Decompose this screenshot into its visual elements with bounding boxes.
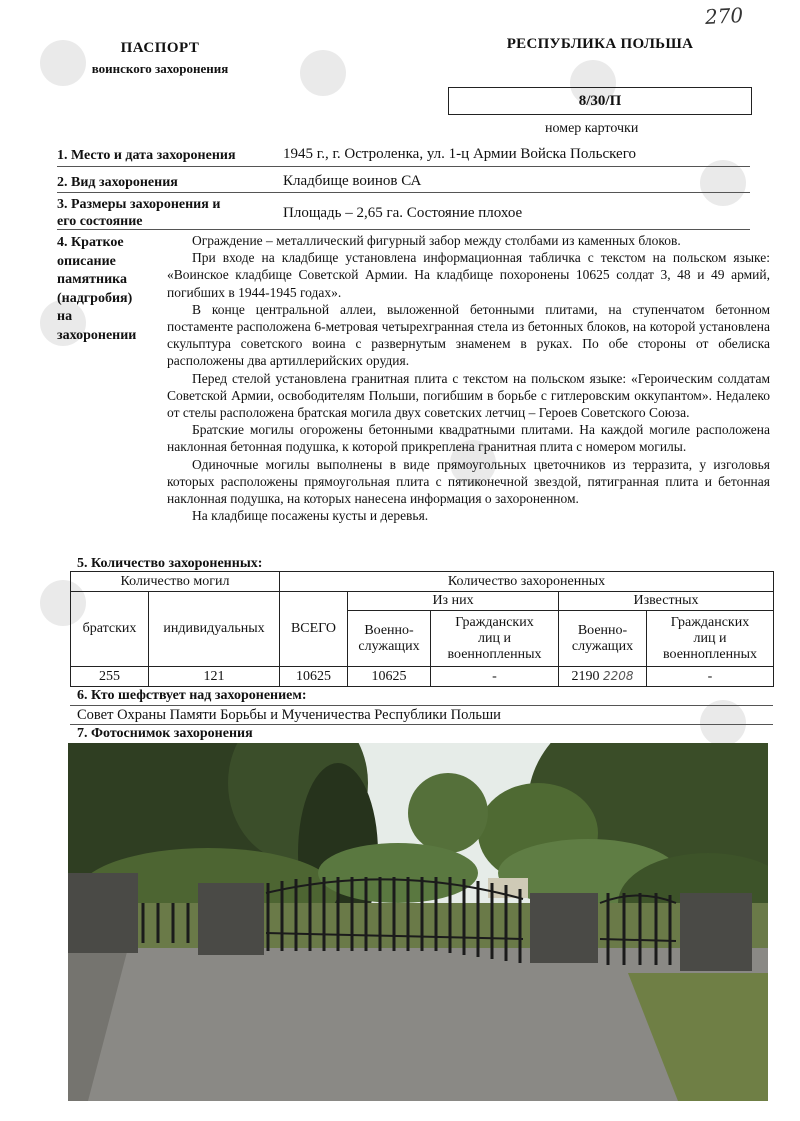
col-civil-line: Гражданских [670,614,750,630]
divider [70,724,773,725]
place-date-value: 1945 г., г. Остроленка, ул. 1-ц Армии Войска Польскего [283,146,636,162]
stone-pillar [198,883,264,955]
description-label-line: (надгробия) [57,290,133,306]
col-military: Военно-служащих [348,611,431,667]
cell-civil: - [431,667,559,687]
patron-organization: Совет Охраны Памяти Борьбы и Мученичества Республики Польши [77,707,501,723]
of-them-header: Из них [348,592,559,611]
col-individual: индивидуальных [149,592,280,667]
section5-title: 5. Количество захороненных: [77,556,263,571]
col-total: ВСЕГО [280,592,348,667]
known-military-handwritten: 2208 [602,669,634,683]
watermark-stamp [300,50,346,96]
document-subtitle: воинского захоронения [91,61,229,76]
divider [57,166,750,167]
size-state-label-line2: его состояние [57,214,143,229]
country-title: РЕСПУБЛИКА ПОЛЬША [506,36,694,52]
place-date-label: 1. Место и дата захоронения [57,148,236,163]
stone-pillar [680,893,752,971]
document-title: ПАСПОРТ [120,40,200,56]
size-state-label-line1: 3. Размеры захоронения и [57,197,221,212]
watermark-stamp [700,700,746,746]
cemetery-photo-image [68,743,768,1101]
description-label [57,234,136,345]
cemetery-photo [68,743,768,1101]
cell-total: 10625 [280,667,348,687]
section7-title: 7. Фотоснимок захоронения [77,726,253,741]
card-number-box: 8/30/П [448,87,752,115]
description-label-line: памятника [57,272,128,287]
passport-header [60,40,260,77]
col-civil-line: лиц и [693,630,727,646]
description-paragraph: При входе на кладбище установлена информационная табличка с текстом на польском языке: «Воинское кладбище Советской Армии. На кладбище похоронены 10625 солдат 3, 48 и 49 армий, погибших в 1944-1945 годах». [167,250,770,300]
graves-header: Количество могил [71,572,280,592]
description-label-line: на [57,309,73,324]
cell-individual: 121 [149,667,280,687]
description-paragraph: Одиночные могилы выполнены в виде прямоугольных цветочников из терразита, у изголовья которых расположены прямоугольная плита с пятиконечной звездой, пятигранная плита и бетонная наклонная подушка, на которых нанесена информация о захороненном. [167,456,770,507]
cell-military: 10625 [348,667,431,687]
description-paragraph: На кладбище посажены кусты и деревья. [192,508,429,524]
divider [70,705,773,706]
cell-known-civil: - [647,667,774,687]
stone-pillar [68,873,138,953]
burials-table [70,571,774,687]
card-number-label: номер карточки [545,121,639,136]
handwritten-page-number: 270 [704,3,744,29]
description-text [167,232,770,524]
description-paragraph: Ограждение – металлический фигурный забор между столбами из каменных блоков. [192,233,681,248]
known-military-typed: 2190 [571,669,600,684]
col-civil-line: Гражданских [455,614,534,630]
known-header: Известных [559,592,774,611]
cell-mass: 255 [71,667,149,687]
divider [57,229,750,230]
col-civil-line: военнопленных [447,646,542,662]
burial-type-label: 2. Вид захоронения [57,175,178,190]
description-paragraph: В конце центральной аллеи, выложенной бетонными плитами, на ступенчатом бетонном постаменте расположена 6-метровая четырехгранная стела из бетонных блоков, на которой установлена скульптура советского воина с развернутым знаменем в руках. По обе стороны от обелиска расположены два артиллерийских орудия. [167,301,770,369]
size-state-value: Площадь – 2,65 га. Состояние плохое [283,205,523,221]
description-paragraph: Братские могилы огорожены бетонными квадратными плитами. На каждой могиле расположена наклонная бетонная подушка, к которой прикреплена гранитная плита с номером могилы. [167,422,770,455]
stone-pillar [530,893,598,963]
buried-header: Количество захороненных [280,572,774,592]
description-label-line: описание [57,253,116,269]
col-known-military: Военно-служащих [559,611,647,667]
col-civil-line: военнопленных [663,646,757,662]
col-civil-line: лиц и [478,630,511,646]
col-civil [431,611,559,667]
cell-known-military [559,667,647,687]
divider [57,192,750,193]
burial-type-value: Кладбище воинов СА [283,173,422,189]
section6-title: 6. Кто шефствует над захоронением: [77,688,307,703]
description-label-line: захоронении [57,327,137,343]
col-mass: братских [71,592,149,667]
col-known-civil [647,611,774,667]
description-paragraph: Перед стелой установлена гранитная плита с текстом на польском языке: «Героическим солдатам Советской Армии, освободителям Польши, погибшим в борьбе с гитлеровским оккупантом». Недалеко от стелы расположена братская могила двух советских летчиц – Героев Советского Союза. [167,370,770,421]
description-label-line: 4. Краткое [57,235,124,250]
